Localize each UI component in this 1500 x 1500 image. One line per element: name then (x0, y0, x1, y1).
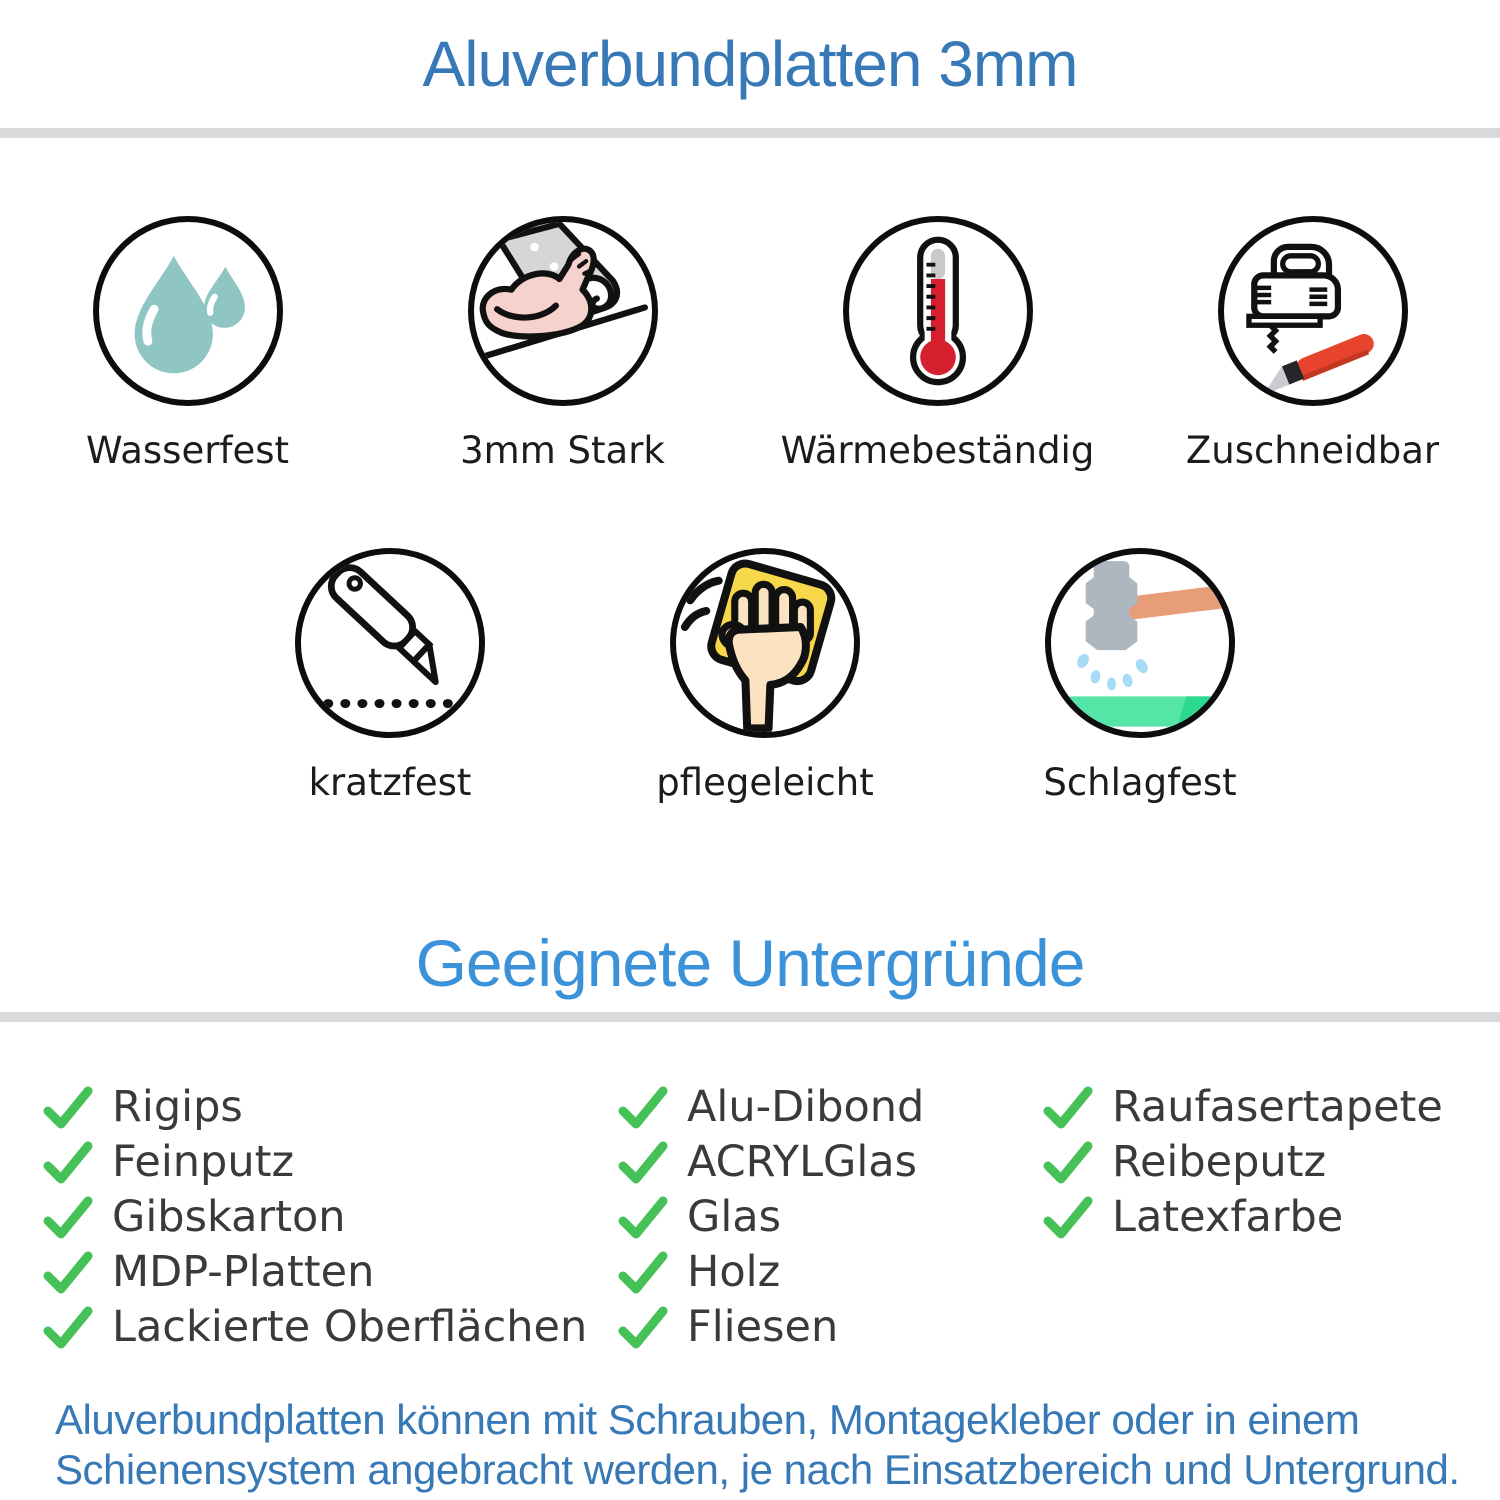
list-item-label: Gibskarton (112, 1192, 346, 1242)
substrates-heading: Geeignete Untergründe (415, 926, 1085, 1000)
footer-line-1: Aluverbundplatten können mit Schrauben, Montagekleber oder in einem (55, 1396, 1360, 1443)
check-icon (42, 1084, 94, 1132)
list-item-label: Latexfarbe (1112, 1192, 1344, 1242)
check-icon (1042, 1139, 1094, 1187)
footer-line-2: Schienensystem angebracht werden, je nach Einsatzbereich und Untergrund. (55, 1446, 1460, 1493)
list-item-label: Feinputz (112, 1137, 295, 1187)
thermometer-icon (843, 216, 1033, 406)
check-icon (42, 1139, 94, 1187)
list-item (617, 1190, 1042, 1245)
list-item-label: Reibeputz (1112, 1137, 1327, 1187)
check-icon (617, 1194, 669, 1242)
list-item-label: Lackierte Oberflächen (112, 1302, 588, 1352)
feature-wasserfest (0, 216, 375, 474)
substrates-column-2 (617, 1080, 1042, 1355)
feature-label: Zuschneidbar (1185, 429, 1440, 472)
list-item (42, 1190, 617, 1245)
list-item-label: Alu-Dibond (687, 1082, 925, 1132)
list-item-label: MDP-Platten (112, 1247, 375, 1297)
feature-label: Wärmebeständig (780, 429, 1095, 472)
feature-zuschneidbar (1125, 216, 1500, 474)
check-icon (617, 1249, 669, 1297)
feature-kratzfest (203, 548, 578, 806)
substrates-column-3 (1042, 1080, 1443, 1355)
cleaning-hand-icon (670, 548, 860, 738)
feature-label: Schlagfest (1043, 761, 1237, 804)
divider-substrates (0, 1012, 1500, 1022)
check-icon (1042, 1194, 1094, 1242)
list-item (1042, 1190, 1443, 1245)
check-icon (1042, 1084, 1094, 1132)
feature-schlagfest (953, 548, 1328, 806)
list-item (42, 1080, 617, 1135)
features-row-2 (30, 548, 1500, 806)
feature-label: pflegeleicht (656, 761, 874, 804)
footer-note (0, 1395, 1500, 1495)
header (0, 0, 1500, 98)
list-item (42, 1245, 617, 1300)
list-item-label: Glas (687, 1192, 782, 1242)
list-item (1042, 1135, 1443, 1190)
hammer-icon (1045, 548, 1235, 738)
check-icon (617, 1304, 669, 1352)
substrates-checklist (0, 1080, 1500, 1355)
check-icon (42, 1194, 94, 1242)
features-row-1 (0, 216, 1500, 474)
feature-waermebestaendig (750, 216, 1125, 474)
check-icon (42, 1304, 94, 1352)
check-icon (617, 1084, 669, 1132)
muscle-arm-icon (468, 216, 658, 406)
utility-knife-icon (295, 548, 485, 738)
check-icon (42, 1249, 94, 1297)
list-item-label: Fliesen (687, 1302, 839, 1352)
list-item-label: Holz (687, 1247, 781, 1297)
substrates-column-1 (42, 1080, 617, 1355)
list-item (1042, 1080, 1443, 1135)
feature-pflegeleicht (578, 548, 953, 806)
list-item (42, 1135, 617, 1190)
list-item-label: Raufasertapete (1112, 1082, 1443, 1132)
feature-3mm-stark (375, 216, 750, 474)
list-item (617, 1300, 1042, 1355)
feature-label: 3mm Stark (460, 429, 665, 472)
list-item (617, 1245, 1042, 1300)
list-item-label: ACRYLGlas (687, 1137, 918, 1187)
jigsaw-icon (1218, 216, 1408, 406)
page-title: Aluverbundplatten 3mm (422, 28, 1078, 100)
feature-label: Wasserfest (86, 429, 289, 472)
water-drops-icon (93, 216, 283, 406)
list-item (617, 1135, 1042, 1190)
list-item (617, 1080, 1042, 1135)
list-item-label: Rigips (112, 1082, 243, 1132)
feature-label: kratzfest (308, 761, 472, 804)
divider-top (0, 128, 1500, 138)
list-item (42, 1300, 617, 1355)
check-icon (617, 1139, 669, 1187)
